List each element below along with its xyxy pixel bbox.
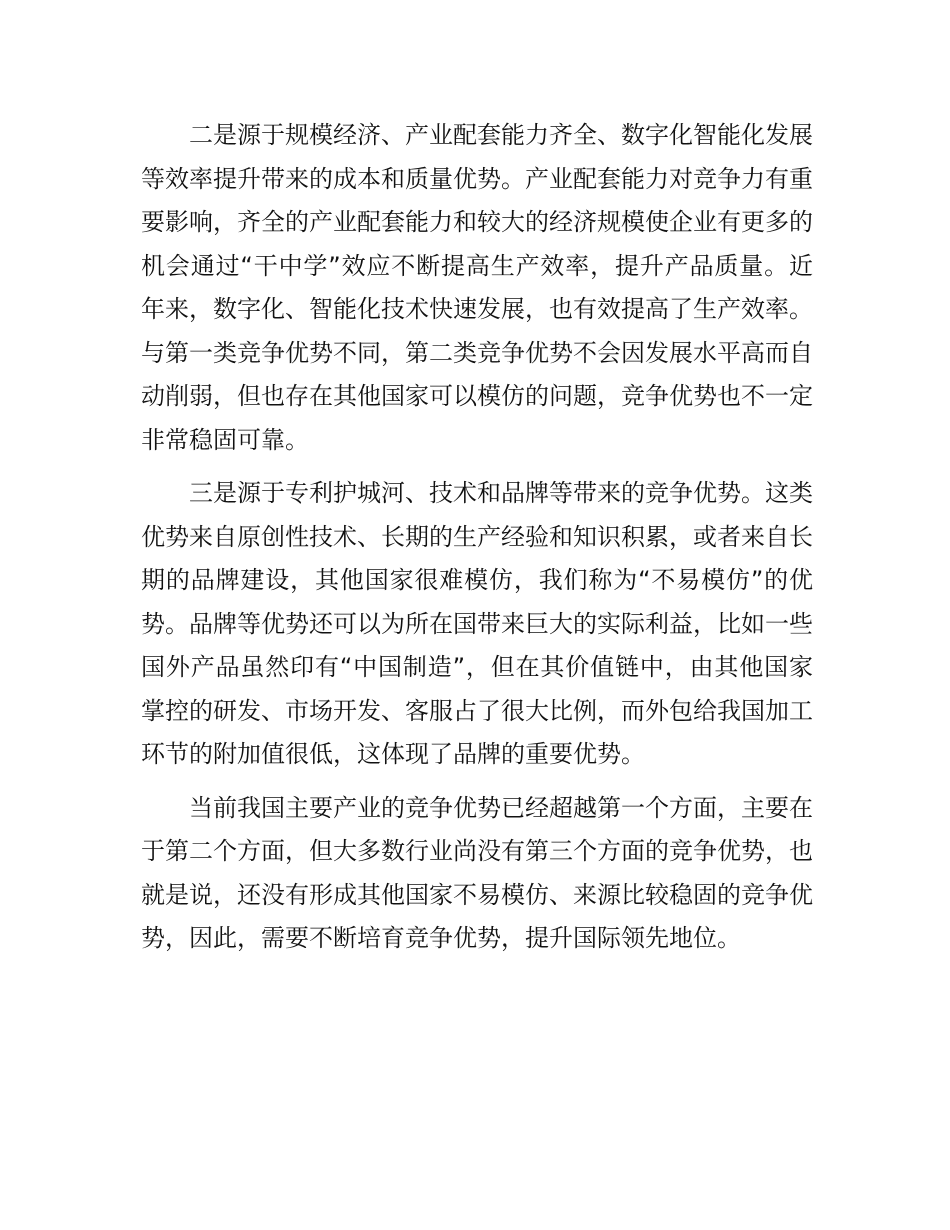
- paragraph-patent-brand-advantage: 三是源于专利护城河、技术和品牌等带来的竞争优势。这类优势来自原创性技术、长期的生产经验和知识积累，或者来自长期的品牌建设，其他国家很难模仿，我们称为“不易模仿”的优势。品牌等优势还可以为所在国带来巨大的实际利益，比如一些国外产品虽然印有“中国制造”，但在其价值链中，由其他国家掌控的研发、市场开发、客服占了很大比例，而外包给我国加工环节的附加值很低，这体现了品牌的重要优势。: [141, 479, 813, 768]
- paragraph-scale-efficiency-advantage: 二是源于规模经济、产业配套能力齐全、数字化智能化发展等效率提升带来的成本和质量优势。产业配套能力对竞争力有重要影响，齐全的产业配套能力和较大的经济规模使企业有更多的机会通过“干中学”效应不断提高生产效率，提升产品质量。近年来，数字化、智能化技术快速发展，也有效提高了生产效率。与第一类竞争优势不同，第二类竞争优势不会因发展水平高而自动削弱，但也存在其他国家可以模仿的问题，竞争优势也不一定非常稳固可靠。: [141, 121, 813, 454]
- paragraph-current-status: 当前我国主要产业的竞争优势已经超越第一个方面，主要在于第二个方面，但大多数行业尚没有第三个方面的竞争优势，也就是说，还没有形成其他国家不易模仿、来源比较稳固的竞争优势，因此，需要不断培育竞争优势，提升国际领先地位。: [141, 793, 813, 952]
- document-body: [141, 114, 813, 961]
